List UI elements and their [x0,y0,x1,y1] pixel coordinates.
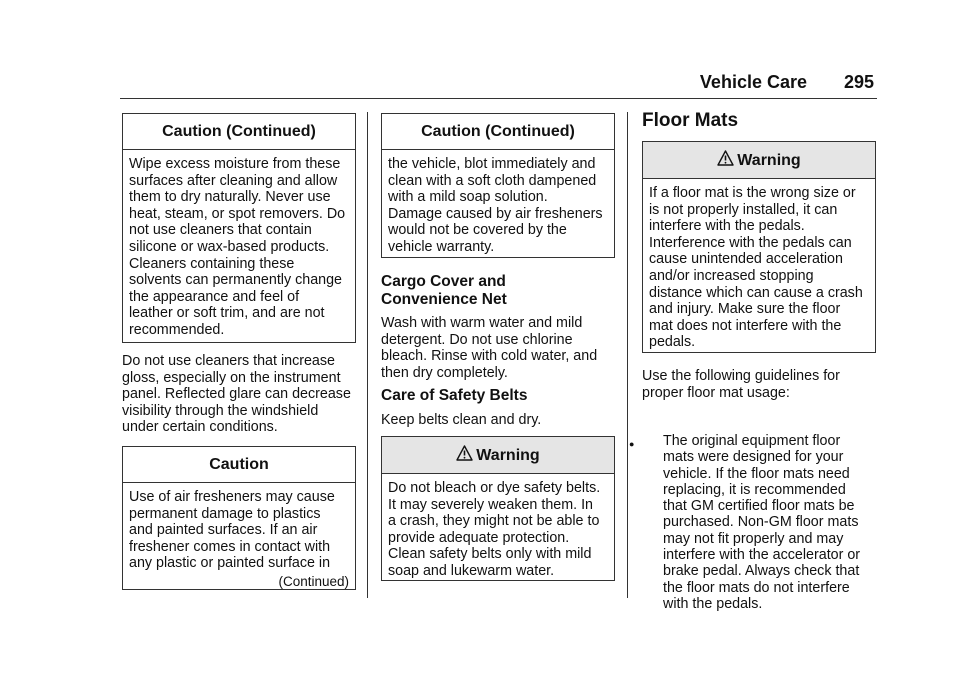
text-line: heat, steam, or spot removers. Do [129,205,346,222]
text-line: not use cleaners that contain [129,222,312,239]
text-line: detergent. Do not use chlorine [381,331,573,348]
text-line: proper floor mat usage: [642,384,790,401]
heading-line: Convenience Net [381,291,507,308]
text-line: purchased. Non-GM floor mats [663,514,859,531]
text-line: pedals. [649,334,696,351]
text-line: that GM certified floor mats be [663,498,855,515]
text-line: recommended. [129,321,225,338]
text-line: the floor mats do not interfere [663,579,850,596]
caution-title: Caution (Continued) [162,123,316,140]
text-line: the vehicle, blot immediately and [388,156,596,172]
column-separator [367,112,368,598]
list-item [626,433,876,612]
text-line: may not fit properly and may [663,530,844,547]
text-line: replacing, it is recommended [663,481,846,498]
caution-text [123,483,355,572]
text-line: them to dry naturally. Never use [129,189,331,206]
bullet-marker: ● [629,439,635,449]
text-line: with a mild soap solution. [388,189,548,206]
text-line: silicone or wax-based products. [129,238,330,255]
text-line: Use the following guidelines for [642,368,840,384]
text-line: under certain conditions. [122,419,278,436]
caution-title: Caution (Continued) [421,123,575,140]
warning-title-bar [382,437,614,473]
text-line: soap and lukewarm water. [388,562,555,579]
warning-box [381,436,615,581]
text-line: distance which can cause a crash [649,284,863,301]
caution-title: Caution [209,456,269,473]
cargo-cover-paragraph [381,315,621,381]
text-line: The original equipment floor [663,433,841,449]
text-line: bleach. Rinse with cold water, and [381,348,598,365]
text-line: Do not use cleaners that increase [122,353,335,369]
warning-title: Warning [737,152,801,169]
text-line: vehicle. If the floor mats need [663,465,850,482]
text-line: Interference with the pedals can [649,234,852,251]
text-line: Damage caused by air fresheners [388,205,603,222]
heading-line: Cargo Cover and [381,273,506,290]
warning-icon [456,445,473,461]
continued-label: (Continued) [278,573,349,589]
text-line: surfaces after cleaning and allow [129,172,338,189]
text-line: If a floor mat is the wrong size or [649,185,856,201]
text-line: the appearance and feel of [129,288,300,305]
caution-box [122,446,356,590]
text-line: then dry completely. [381,364,508,381]
caution-text [382,150,614,256]
text-line: solvents can permanently change [129,272,342,289]
floor-mats-heading: Floor Mats [642,110,739,131]
text-line: Wipe excess moisture from these [129,156,341,172]
text-line: interfere with the accelerator or [663,547,861,564]
floor-mat-guidelines [626,433,876,612]
text-line: Do not bleach or dye safety belts. [388,480,601,496]
text-line: and injury. Make sure the floor [649,301,841,318]
caution-continued-box [381,113,615,258]
safety-belts-text: Keep belts clean and dry. [381,412,542,428]
floor-mat-intro [642,368,877,401]
text-line: a crash, they might not be able to [388,513,600,530]
warning-icon [717,150,734,166]
text-line: Use of air fresheners may cause [129,489,335,505]
text-line: cause unintended acceleration [649,251,843,268]
text-line: Cleaners containing these [129,255,295,272]
text-line: brake pedal. Always check that [663,563,860,580]
text-line: gloss, especially on the instrument [122,369,341,386]
cargo-cover-heading [381,273,621,309]
section-title: Vehicle Care [699,72,807,92]
warning-text [643,179,875,351]
page-header [120,70,877,100]
text-line: mats were designed for your [663,449,844,466]
warning-title: Warning [476,447,540,464]
text-line: freshener comes in contact with [129,538,331,555]
text-line: panel. Reflected glare can decrease [122,386,351,403]
caution-text [123,150,355,339]
header-rule [120,98,877,99]
text-line: leather or soft trim, and are not [129,305,325,322]
text-line: Wash with warm water and mild [381,315,583,331]
text-line: clean with a soft cloth dampened [388,172,597,189]
text-line: provide adequate protection. [388,529,570,546]
text-line: is not properly installed, it can [649,201,838,218]
text-line: mat does not interfere with the [649,317,842,334]
warning-text [382,474,614,580]
page-number: 295 [843,72,874,92]
text-line: permanent damage to plastics [129,505,321,522]
caution-continued-box [122,113,356,343]
text-line: visibility through the windshield [122,402,319,419]
text-line: and painted surfaces. If an air [129,522,318,539]
warning-box [642,141,876,353]
warning-title-bar [643,142,875,178]
text-line: any plastic or painted surface in [129,555,331,572]
text-line: with the pedals. [663,595,763,612]
text-line: would not be covered by the [388,222,567,239]
text-line: Clean safety belts only with mild [388,546,592,563]
safety-belts-heading: Care of Safety Belts [381,387,528,404]
text-line: interfere with the pedals. [649,218,805,235]
text-line: and/or increased stopping [649,267,814,284]
text-line: vehicle warranty. [388,238,495,255]
text-line: It may severely weaken them. In [388,496,594,513]
cleaner-gloss-paragraph [122,353,362,436]
